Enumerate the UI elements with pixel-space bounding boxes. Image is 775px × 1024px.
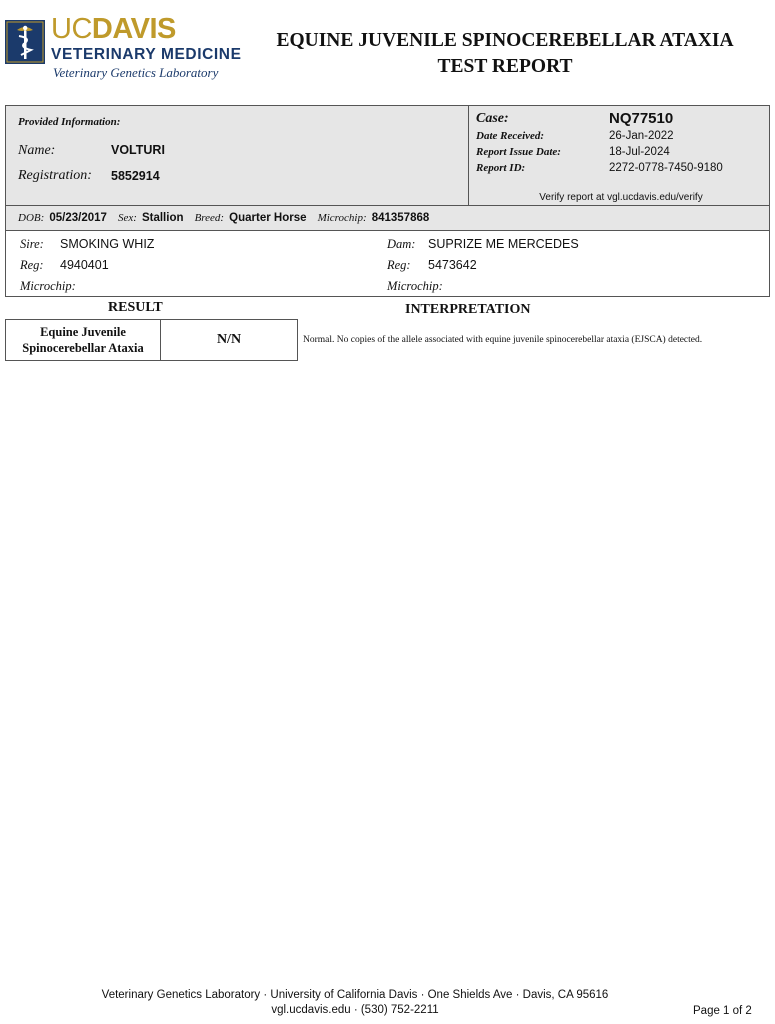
- dam-reg-value: 5473642: [428, 258, 477, 272]
- dam-value: SUPRIZE ME MERCEDES: [428, 237, 579, 251]
- lab-subtitle: Veterinary Genetics Laboratory: [53, 65, 219, 80]
- sex-label: Sex:: [117, 212, 137, 224]
- dob-value: 05/23/2017: [49, 212, 107, 224]
- sire-reg-label: Reg:: [20, 258, 44, 272]
- result-table: [5, 319, 298, 361]
- parentage-box: [5, 231, 770, 297]
- veterinary-medicine-wordmark: VETERINARY MEDICINE: [51, 46, 242, 63]
- result-header: RESULT: [108, 300, 163, 315]
- test-name-cell: [6, 320, 161, 360]
- sire-label: Sire:: [20, 237, 44, 251]
- sex-value: Stallion: [141, 212, 184, 224]
- footer-address: Veterinary Genetics Laboratory · University of California Davis · One Shields Ave · Davis, CA 95616: [101, 989, 609, 1001]
- name-value: VOLTURI: [111, 143, 165, 157]
- dam-microchip-label: Microchip:: [387, 279, 443, 293]
- genotype-result: N/N: [216, 332, 242, 347]
- report-id-value: 2272-0778-7450-9180: [609, 162, 723, 174]
- dob-label: DOB:: [18, 212, 45, 224]
- provided-information-heading: Provided Information:: [18, 116, 121, 128]
- caduceus-shield-icon: [5, 20, 45, 64]
- microchip-label: Microchip:: [317, 212, 367, 224]
- report-title-line1: EQUINE JUVENILE SPINOCEREBELLAR ATAXIA: [276, 30, 734, 51]
- dam-reg-label: Reg:: [387, 258, 411, 272]
- registration-label: Registration:: [18, 168, 92, 183]
- animal-details-row: [5, 206, 770, 231]
- interpretation-header: INTERPRETATION: [405, 302, 531, 317]
- sire-microchip-label: Microchip:: [20, 279, 76, 293]
- ucdavis-logo: [5, 12, 245, 84]
- report-title: [255, 28, 755, 80]
- verify-report-link[interactable]: Verify report at vgl.ucdavis.edu/verify: [539, 192, 703, 203]
- provided-information-panel: [6, 106, 469, 205]
- breed-value: Quarter Horse: [229, 212, 307, 224]
- dam-label: Dam:: [387, 237, 416, 251]
- test-name-line2: Spinocerebellar Ataxia: [22, 341, 144, 355]
- footer-contact: vgl.ucdavis.edu · (530) 752-2211: [271, 1004, 439, 1016]
- report-title-line2: TEST REPORT: [437, 56, 573, 77]
- ucdavis-wordmark: UCDAVIS: [51, 13, 176, 45]
- microchip-value: 841357868: [371, 212, 430, 224]
- provided-information-box: [5, 105, 770, 206]
- registration-value: 5852914: [111, 169, 160, 183]
- interpretation-text: Normal. No copies of the allele associated with equine juvenile spinocerebellar ataxia (EJSCA) detected.: [303, 335, 703, 345]
- case-value: NQ77510: [609, 110, 674, 127]
- breed-label: Breed:: [194, 212, 225, 224]
- sire-value: SMOKING WHIZ: [60, 237, 155, 251]
- test-name-line1: Equine Juvenile: [40, 325, 126, 339]
- date-received-value: 26-Jan-2022: [609, 130, 674, 142]
- report-issue-date-value: 18-Jul-2024: [609, 146, 670, 158]
- case-label: Case:: [476, 111, 509, 126]
- report-id-label: Report ID:: [476, 162, 526, 174]
- date-received-label: Date Received:: [476, 130, 545, 142]
- page-number: Page 1 of 2: [693, 1005, 752, 1017]
- name-label: Name:: [18, 143, 56, 158]
- report-issue-date-label: Report Issue Date:: [476, 146, 561, 158]
- sire-reg-value: 4940401: [60, 258, 109, 272]
